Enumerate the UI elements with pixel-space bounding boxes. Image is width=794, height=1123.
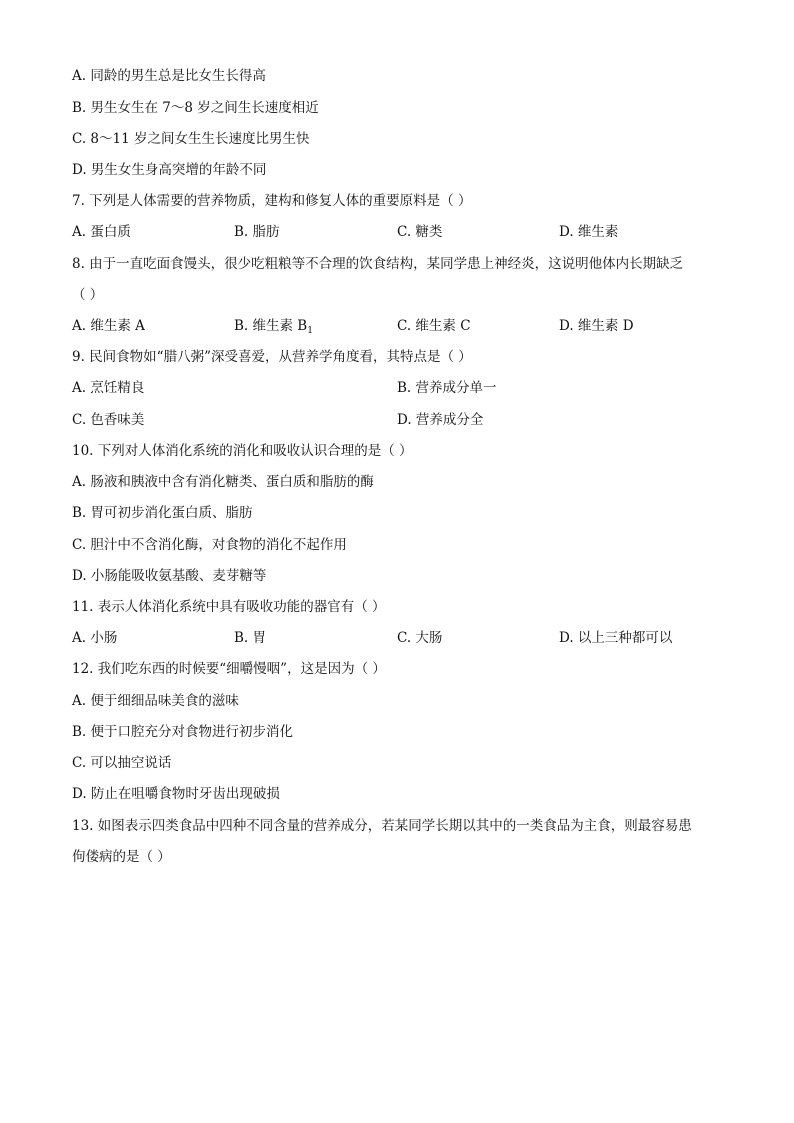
q12-option-c: C. 可以抽空说话 [72, 755, 172, 771]
q11-option-b: B. 胃 [234, 630, 267, 646]
q7-stem: 7. 下列是人体需要的营养物质，建构和修复人体的重要原料是（ ） [72, 193, 472, 209]
prev-option-c: C. 8～11 岁之间女生生长速度比男生快 [72, 131, 310, 147]
q13-stem-line2: 佝偻病的是（ ） [72, 849, 171, 865]
q11-option-a: A. 小肠 [72, 630, 118, 646]
q10-option-c: C. 胆汁中不含消化酶，对食物的消化不起作用 [72, 537, 347, 553]
q8-option-b-subscript: 1 [307, 326, 313, 336]
q7-option-d: D. 维生素 [559, 224, 619, 240]
q12-stem: 12. 我们吃东西的时候要“细嚼慢咽”，这是因为（ ） [72, 661, 386, 677]
q8-stem-line1: 8. 由于一直吃面食馒头，很少吃粗粮等不合理的饮食结构，某同学患上神经炎，这说明他体内长期缺乏 [72, 256, 684, 272]
q9-option-b: B. 营养成分单一 [397, 380, 497, 396]
q12-option-a: A. 便于细细品味美食的滋味 [72, 693, 239, 709]
q10-option-b: B. 胃可初步消化蛋白质、脂肪 [72, 505, 253, 521]
q9-option-c: C. 色香味美 [72, 412, 145, 428]
q7-option-b: B. 脂肪 [234, 224, 280, 240]
q11-stem: 11. 表示人体消化系统中具有吸收功能的器官有（ ） [72, 599, 386, 615]
prev-option-d: D. 男生女生身高突增的年龄不同 [72, 162, 267, 178]
q9-option-d: D. 营养成分全 [397, 412, 484, 428]
q10-option-d: D. 小肠能吸收氨基酸、麦芽糖等 [72, 568, 267, 584]
q13-stem-line1: 13. 如图表示四类食品中四种不同含量的营养成分，若某同学长期以其中的一类食品为主食，则最容易患 [72, 818, 692, 834]
q10-option-a: A. 肠液和胰液中含有消化糖类、蛋白质和脂肪的酶 [72, 474, 374, 490]
q12-option-b: B. 便于口腔充分对食物进行初步消化 [72, 724, 294, 740]
q11-option-c: C. 大肠 [397, 630, 443, 646]
q7-option-a: A. 蛋白质 [72, 224, 131, 240]
q8-option-b-text: B. 维生素 B [234, 318, 308, 334]
q8-option-a: A. 维生素 A [72, 318, 145, 334]
q8-option-b [234, 316, 313, 341]
prev-option-b: B. 男生女生在 7～8 岁之间生长速度相近 [72, 100, 319, 116]
q8-option-d: D. 维生素 D [559, 318, 634, 334]
q10-stem: 10. 下列对人体消化系统的消化和吸收认识合理的是（ ） [72, 443, 413, 459]
q7-option-c: C. 糖类 [397, 224, 443, 240]
q9-stem: 9. 民间食物如“腊八粥”深受喜爱，从营养学角度看，其特点是（ ） [72, 349, 472, 365]
q11-option-d: D. 以上三种都可以 [559, 630, 673, 646]
q9-option-a: A. 烹饪精良 [72, 380, 145, 396]
q12-option-d: D. 防止在咀嚼食物时牙齿出现破损 [72, 786, 280, 802]
prev-option-a: A. 同龄的男生总是比女生长得高 [72, 68, 266, 84]
q8-stem-line2: （ ） [72, 287, 104, 303]
q8-option-c: C. 维生素 C [397, 318, 471, 334]
